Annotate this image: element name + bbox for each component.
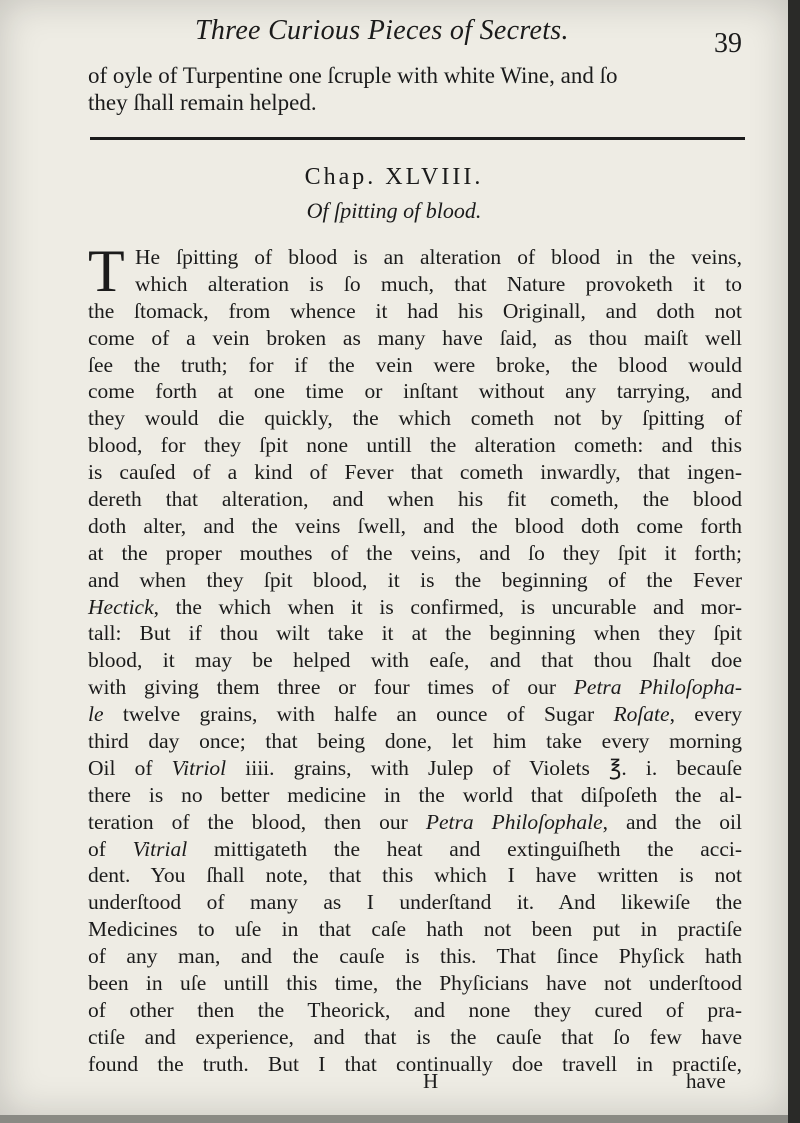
chapter-subtitle: Of ſpitting of blood. <box>306 198 482 223</box>
carryover-text <box>88 62 748 116</box>
body-line: Oil of Vitriol iiii. grains, with Julep of Violets ℥. i. becauſe <box>88 755 742 780</box>
body-line: teration of the blood, then our Petra Philoſophale, and the oil <box>88 809 742 834</box>
chapter-body <box>88 238 742 1078</box>
body-line: blood, for they ſpit none untill the alteration cometh: and this <box>88 433 742 458</box>
body-line: found the truth. But I that continually doe travell in practiſe, <box>88 1051 742 1076</box>
signature-mark: H <box>423 1069 439 1093</box>
body-line: at the proper mouthes of the veins, and ſo they ſpit it forth; <box>88 540 742 565</box>
carryover-line: they ſhall remain helped. <box>88 90 317 115</box>
body-line: ctiſe and experience, and that is the cauſe that ſo few have <box>88 1024 742 1049</box>
body-line: they would die quickly, the which cometh not by ſpitting of <box>88 406 742 431</box>
body-line: been in uſe untill this time, the Phyſicians have not underſtood <box>88 971 742 996</box>
carryover-line: of oyle of Turpentine one ſcruple with white Wine, and ſo <box>88 63 618 88</box>
body-line: tall: But if thou wilt take it at the beginning when they ſpit <box>88 621 742 646</box>
body-line: third day once; that being done, let him take every morning <box>88 729 742 754</box>
body-line: blood, it may be helped with eaſe, and that thou ſhalt doe <box>88 648 742 673</box>
page-number: 39 <box>714 28 742 59</box>
body-line: the ſtomack, from whence it had his Originall, and doth not <box>88 298 742 323</box>
body-line: dereth that alteration, and when his fit cometh, the blood <box>88 487 742 512</box>
body-line: ſee the truth; for if the vein were broke, the blood would <box>88 352 742 377</box>
catchword: have <box>686 1069 726 1093</box>
body-line: Hectick, the which when it is confirmed, is uncurable and mor- <box>88 594 742 619</box>
running-head: Three Curious Pieces of Secrets. <box>195 15 569 46</box>
body-line: of Vitrial mittigateth the heat and extinguiſheth the acci- <box>88 836 742 861</box>
body-line: with giving them three or four times of our Petra Philoſopha- <box>88 675 742 700</box>
body-line: He ſpitting of blood is an alteration of blood in the veins, <box>135 245 742 269</box>
body-line: le twelve grains, with halfe an ounce of Sugar Roſate, every <box>88 702 742 727</box>
chapter-title: Chap. XLVIII. <box>304 164 484 190</box>
body-line: Medicines to uſe in that caſe hath not been put in practiſe <box>88 917 742 942</box>
body-line: come of a vein broken as many have ſaid, as thou maiſt well <box>88 325 742 350</box>
section-rule <box>90 137 745 140</box>
body-line: which alteration is ſo much, that Nature provoketh it to <box>135 271 742 296</box>
body-line: and when they ſpit blood, it is the beginning of the Fever <box>88 567 742 592</box>
body-line: underſtood of many as I underſtand it. And likewiſe the <box>88 890 742 915</box>
body-line: there is no better medicine in the world that diſpoſeth the al- <box>88 782 742 807</box>
body-line: of any man, and the cauſe is this. That ſince Phyſick hath <box>88 944 742 969</box>
page-edge-shadow <box>788 0 800 1123</box>
body-line: come forth at one time or inſtant without any tarrying, and <box>88 379 742 404</box>
body-line: doth alter, and the veins ſwell, and the blood doth come forth <box>88 513 742 538</box>
body-line: of other then the Theorick, and none they cured of pra- <box>88 997 742 1022</box>
drop-cap: T <box>88 238 125 304</box>
body-line: is cauſed of a kind of Fever that cometh inwardly, that ingen- <box>88 460 742 485</box>
body-line: dent. You ſhall note, that this which I have written is not <box>88 863 742 888</box>
